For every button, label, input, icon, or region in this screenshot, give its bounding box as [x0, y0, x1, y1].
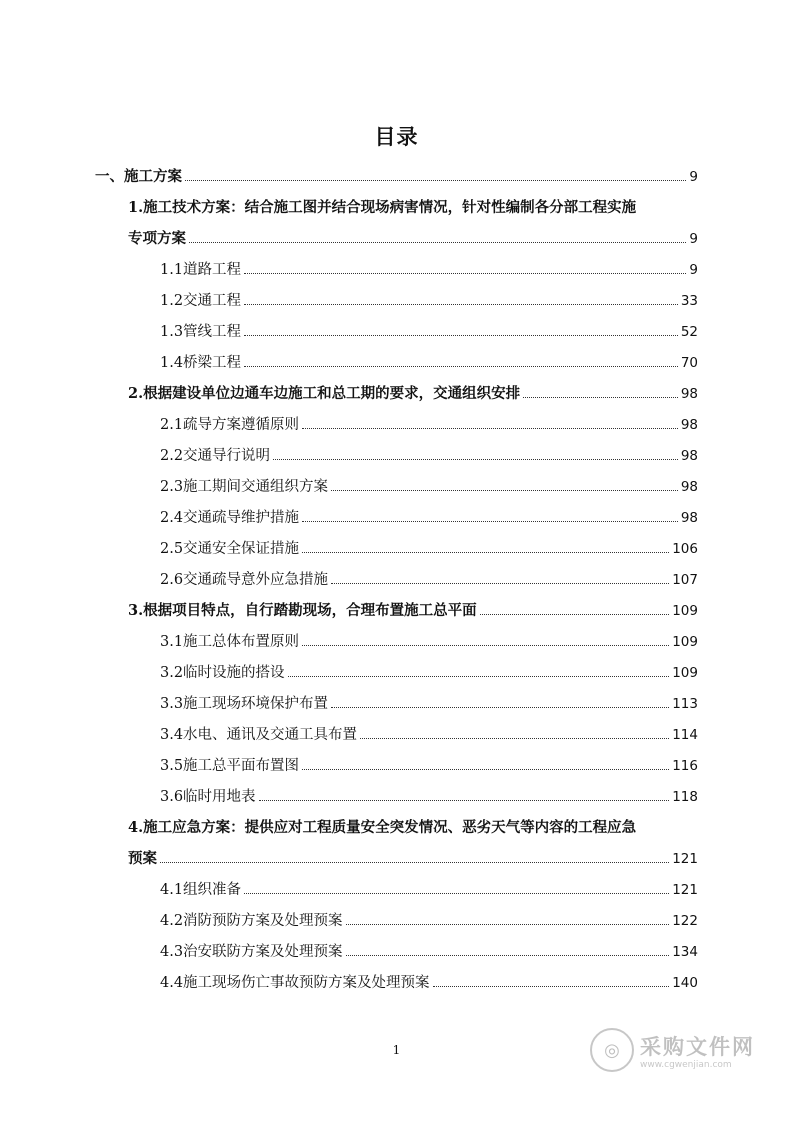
- toc-entry[interactable]: [128, 809, 698, 835]
- watermark-name: 采购文件网: [640, 1034, 755, 1059]
- toc-entry-title: 3.6临时用地表: [160, 788, 256, 805]
- toc-entry[interactable]: [160, 282, 698, 308]
- toc-leader-dots: [331, 490, 678, 491]
- toc-entry[interactable]: [128, 189, 698, 215]
- toc-entry-title: 2.根据建设单位边通车边施工和总工期的要求，交通组织安排: [128, 384, 521, 402]
- toc-entry-title: 3.3施工现场环境保护布置: [160, 695, 329, 712]
- toc-leader-dots: [433, 986, 670, 987]
- toc-leader-dots: [185, 180, 686, 181]
- toc-entry-title: 2.5交通安全保证措施: [160, 540, 300, 557]
- toc-entry-page: 98: [680, 447, 698, 464]
- toc-leader-dots: [360, 738, 669, 739]
- toc-entry-page: 9: [689, 230, 698, 247]
- toc-entry-title: 2.4交通疏导维护措施: [160, 509, 300, 526]
- toc-entry-page: 33: [680, 292, 698, 309]
- toc-leader-dots: [346, 924, 670, 925]
- toc-entry[interactable]: [160, 747, 698, 773]
- toc-entry-title: 4.4施工现场伤亡事故预防方案及处理预案: [160, 974, 430, 991]
- toc-leader-dots: [244, 335, 678, 336]
- toc-leader-dots: [244, 366, 678, 367]
- toc-entry-page: 122: [672, 912, 698, 929]
- toc-entry-title: 4.施工应急方案：提供应对工程质量安全突发情况、恶劣天气等内容的工程应急: [128, 818, 637, 836]
- toc-entry[interactable]: [160, 716, 698, 742]
- toc-entry-page: 121: [672, 881, 698, 898]
- toc-entry-title: 4.1组织准备: [160, 881, 242, 898]
- toc-entry[interactable]: [160, 654, 698, 680]
- toc-leader-dots: [302, 769, 669, 770]
- toc-entry[interactable]: [128, 592, 698, 618]
- toc-entry-title: 1.2交通工程: [160, 292, 242, 309]
- toc-entry[interactable]: [160, 902, 698, 928]
- toc-leader-dots: [244, 893, 669, 894]
- toc-entry-page: 107: [672, 571, 698, 588]
- toc-leader-dots: [302, 428, 678, 429]
- toc-leader-dots: [346, 955, 670, 956]
- toc-entry-page: 98: [680, 416, 698, 433]
- toc-entry-title: 1.施工技术方案：结合施工图并结合现场病害情况，针对性编制各分部工程实施: [128, 198, 637, 216]
- toc-entry[interactable]: [128, 840, 698, 866]
- toc-entry-title: 2.6交通疏导意外应急措施: [160, 571, 329, 588]
- toc-entry-title: 1.4桥梁工程: [160, 354, 242, 371]
- toc-entry-page: 70: [680, 354, 698, 371]
- toc-entry[interactable]: [160, 437, 698, 463]
- toc-entry-page: 114: [672, 726, 698, 743]
- toc-entry-title: 3.5施工总平面布置图: [160, 757, 300, 774]
- toc-leader-dots: [259, 800, 670, 801]
- toc-entry-title: 2.1疏导方案遵循原则: [160, 416, 300, 433]
- toc-entry[interactable]: [160, 778, 698, 804]
- toc-entry-title: 1.3管线工程: [160, 323, 242, 340]
- watermark: [590, 1028, 780, 1072]
- toc-leader-dots: [302, 645, 669, 646]
- toc-leader-dots: [331, 707, 669, 708]
- toc-entry-page: 9: [689, 168, 698, 185]
- toc-leader-dots: [288, 676, 670, 677]
- toc-entry-page: 116: [672, 757, 698, 774]
- toc-entry[interactable]: [160, 499, 698, 525]
- toc-leader-dots: [189, 242, 686, 243]
- toc-entry-page: 98: [680, 478, 698, 495]
- toc-entry-page: 98: [680, 385, 698, 402]
- toc-entry[interactable]: [160, 344, 698, 370]
- toc-entry[interactable]: [160, 623, 698, 649]
- toc-entry-title: 3.2临时设施的搭设: [160, 664, 285, 681]
- cgw-logo-icon: ◎: [590, 1028, 634, 1072]
- toc-entry[interactable]: [95, 158, 698, 184]
- toc-entry-title: 专项方案: [128, 229, 186, 247]
- toc-entry-title: 一、施工方案: [95, 167, 182, 185]
- toc-entry[interactable]: [160, 964, 698, 990]
- toc-entry-page: 52: [680, 323, 698, 340]
- toc-entry-title: 4.3治安联防方案及处理预案: [160, 943, 343, 960]
- toc-entry-page: 109: [672, 633, 698, 650]
- toc-entry[interactable]: [160, 468, 698, 494]
- toc-entry-title: 2.3施工期间交通组织方案: [160, 478, 329, 495]
- toc-entry-page: 106: [672, 540, 698, 557]
- toc-entry[interactable]: [128, 375, 698, 401]
- toc-entry[interactable]: [128, 220, 698, 246]
- toc-entry[interactable]: [160, 561, 698, 587]
- toc-entry-page: 113: [672, 695, 698, 712]
- toc-leader-dots: [331, 583, 669, 584]
- toc-leader-dots: [480, 614, 670, 615]
- toc-entry-page: 109: [672, 664, 698, 681]
- toc-entry-page: 9: [689, 261, 698, 278]
- toc-entry-title: 3.4水电、通讯及交通工具布置: [160, 726, 358, 743]
- toc-entry-page: 121: [672, 850, 698, 867]
- toc-entry[interactable]: [160, 685, 698, 711]
- toc-entry-page: 140: [672, 974, 698, 991]
- toc-entry-title: 预案: [128, 849, 157, 867]
- toc-leader-dots: [244, 304, 678, 305]
- watermark-url: www.cgwenjian.com: [640, 1059, 732, 1070]
- toc-entry[interactable]: [160, 871, 698, 897]
- toc-entry[interactable]: [160, 251, 698, 277]
- toc-entry-page: 98: [680, 509, 698, 526]
- toc-leader-dots: [302, 521, 678, 522]
- page-title: 目录: [374, 124, 419, 149]
- toc-entry-title: 2.2交通导行说明: [160, 447, 271, 464]
- toc-entry[interactable]: [160, 406, 698, 432]
- toc-entry-title: 3.1施工总体布置原则: [160, 633, 300, 650]
- toc-entry[interactable]: [160, 933, 698, 959]
- toc-leader-dots: [523, 397, 678, 398]
- toc-entry-page: 134: [672, 943, 698, 960]
- toc-entry-title: 4.2消防预防方案及处理预案: [160, 912, 343, 929]
- toc-entry[interactable]: [160, 313, 698, 339]
- toc-entry-page: 118: [672, 788, 698, 805]
- toc-entry-title: 1.1道路工程: [160, 261, 242, 278]
- toc-entry[interactable]: [160, 530, 698, 556]
- toc-leader-dots: [302, 552, 669, 553]
- toc-entry-page: 109: [672, 602, 698, 619]
- toc-leader-dots: [244, 273, 686, 274]
- toc-leader-dots: [273, 459, 678, 460]
- toc-entry-title: 3.根据项目特点，自行踏勘现场，合理布置施工总平面: [128, 601, 477, 619]
- toc-leader-dots: [160, 862, 669, 863]
- page-number: 1: [392, 1043, 401, 1057]
